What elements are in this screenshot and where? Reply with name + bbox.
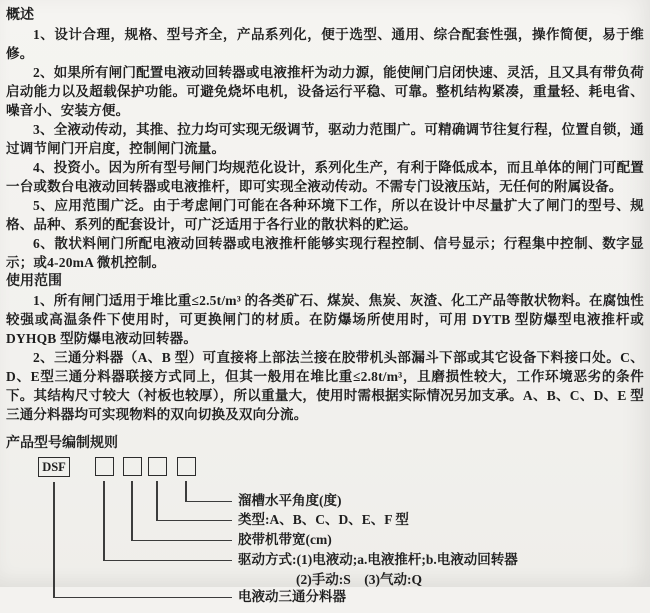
- overview-item-2: 2、如果所有闸门配置电液动回转器或电液推杆为动力源，能使闸门启闭快速、灵活，且又具有带负荷启动能力以及超载保护功能。可避免烧坏电机，设备运行平稳、可靠。整机结构紧凑，重量轻、耗电省、噪音小、安装方便。: [6, 65, 644, 118]
- connector-line: [103, 560, 232, 562]
- label-drive-mode-1: 驱动方式:(1)电液动;a.电液推杆;b.电液动回转器: [238, 552, 518, 567]
- model-digit-box-drive: [95, 457, 114, 476]
- connector-line: [53, 482, 55, 598]
- connector-line: [103, 481, 105, 561]
- connector-line: [53, 597, 232, 599]
- model-code-heading: 产品型号编制规则: [6, 436, 118, 451]
- connector-line: [185, 501, 232, 503]
- connector-line: [156, 481, 158, 521]
- model-code-section: [6, 434, 644, 613]
- model-digit-box-chute-angle: [177, 457, 196, 476]
- usage-heading: 使用范围: [6, 274, 62, 289]
- model-prefix-box: DSF: [38, 457, 70, 477]
- connector-line: [131, 540, 232, 542]
- connector-line: [131, 481, 133, 541]
- usage-item-1: 1、所有闸门适用于堆比重≤2.5t/m³ 的各类矿石、煤炭、焦炭、灰渣、化工产品等散状物料。在腐蚀性较强或高温条件下使用时，可更换闸门的材质。在防爆场所使用时，可用 DYTB 型防爆型电液推杆或 DYHQB 型防爆电液动回转器。: [6, 293, 644, 346]
- overview-item-6: 6、散状料闸门所配电液动回转器或电液推杆能够实现行程控制、信号显示；行程集中控制、数字显示；或4-20mA 微机控制。: [6, 236, 644, 270]
- label-product-name: 电液动三通分料器: [238, 589, 346, 604]
- overview-item-1: 1、设计合理，规格、型号齐全，产品系列化，便于选型、通用、综合配套性强，操作简便，易于维修。: [6, 27, 644, 61]
- overview-section: [6, 6, 644, 272]
- usage-section: [6, 272, 644, 424]
- label-chute-angle: 溜槽水平角度(度): [238, 493, 342, 508]
- connector-line: [156, 520, 232, 522]
- connector-line: [185, 481, 187, 502]
- usage-item-2: 2、三通分料器（A、B 型）可直接将上部法兰接在胶带机头部漏斗下部或其它设备下料接口处。C、D、E型三通分料器联接方式同上，但其一般用在堆比重≤2.8t/m³，且磨损性较大，工作环境恶劣的条件下。其结构尺寸较大（衬板也较厚），所以重量大，使用时需根据实际情况另加支承。A、B、C、D、E 型三通分料器均可实现物料的双向切换及双向分流。: [6, 350, 644, 422]
- overview-item-3: 3、全液动传动，其推、拉力均可实现无级调节，驱动力范围广。可精确调节往复行程，位置自锁，通过调节闸门开启度，控制闸门流量。: [6, 122, 644, 156]
- label-drive-mode-2: (2)手动:S (3)气动:Q: [296, 572, 422, 587]
- label-type: 类型:A、B、C、D、E、F 型: [238, 512, 409, 527]
- overview-item-4: 4、投资小。因为所有型号闸门均规范化设计，系列化生产，有利于降低成本，而且单体的闸门可配置一台或数台电液动回转器或电液推杆，即可实现全液动传动。不需专门设液压站，无任何的附属设备。: [6, 160, 644, 194]
- overview-item-5: 5、应用范围广泛。由于考虑闸门可能在各种环境下工作，所以在设计中尽量扩大了闸门的型号、规格、品种、系列的配套设计，可广泛适用于各行业的散状料的贮运。: [6, 198, 644, 232]
- label-belt-width: 胶带机带宽(cm): [238, 532, 332, 547]
- model-digit-box-type: [148, 457, 167, 476]
- overview-heading: 概述: [6, 8, 34, 23]
- model-code-diagram: [6, 455, 644, 613]
- model-digit-box-belt-width: [123, 457, 142, 476]
